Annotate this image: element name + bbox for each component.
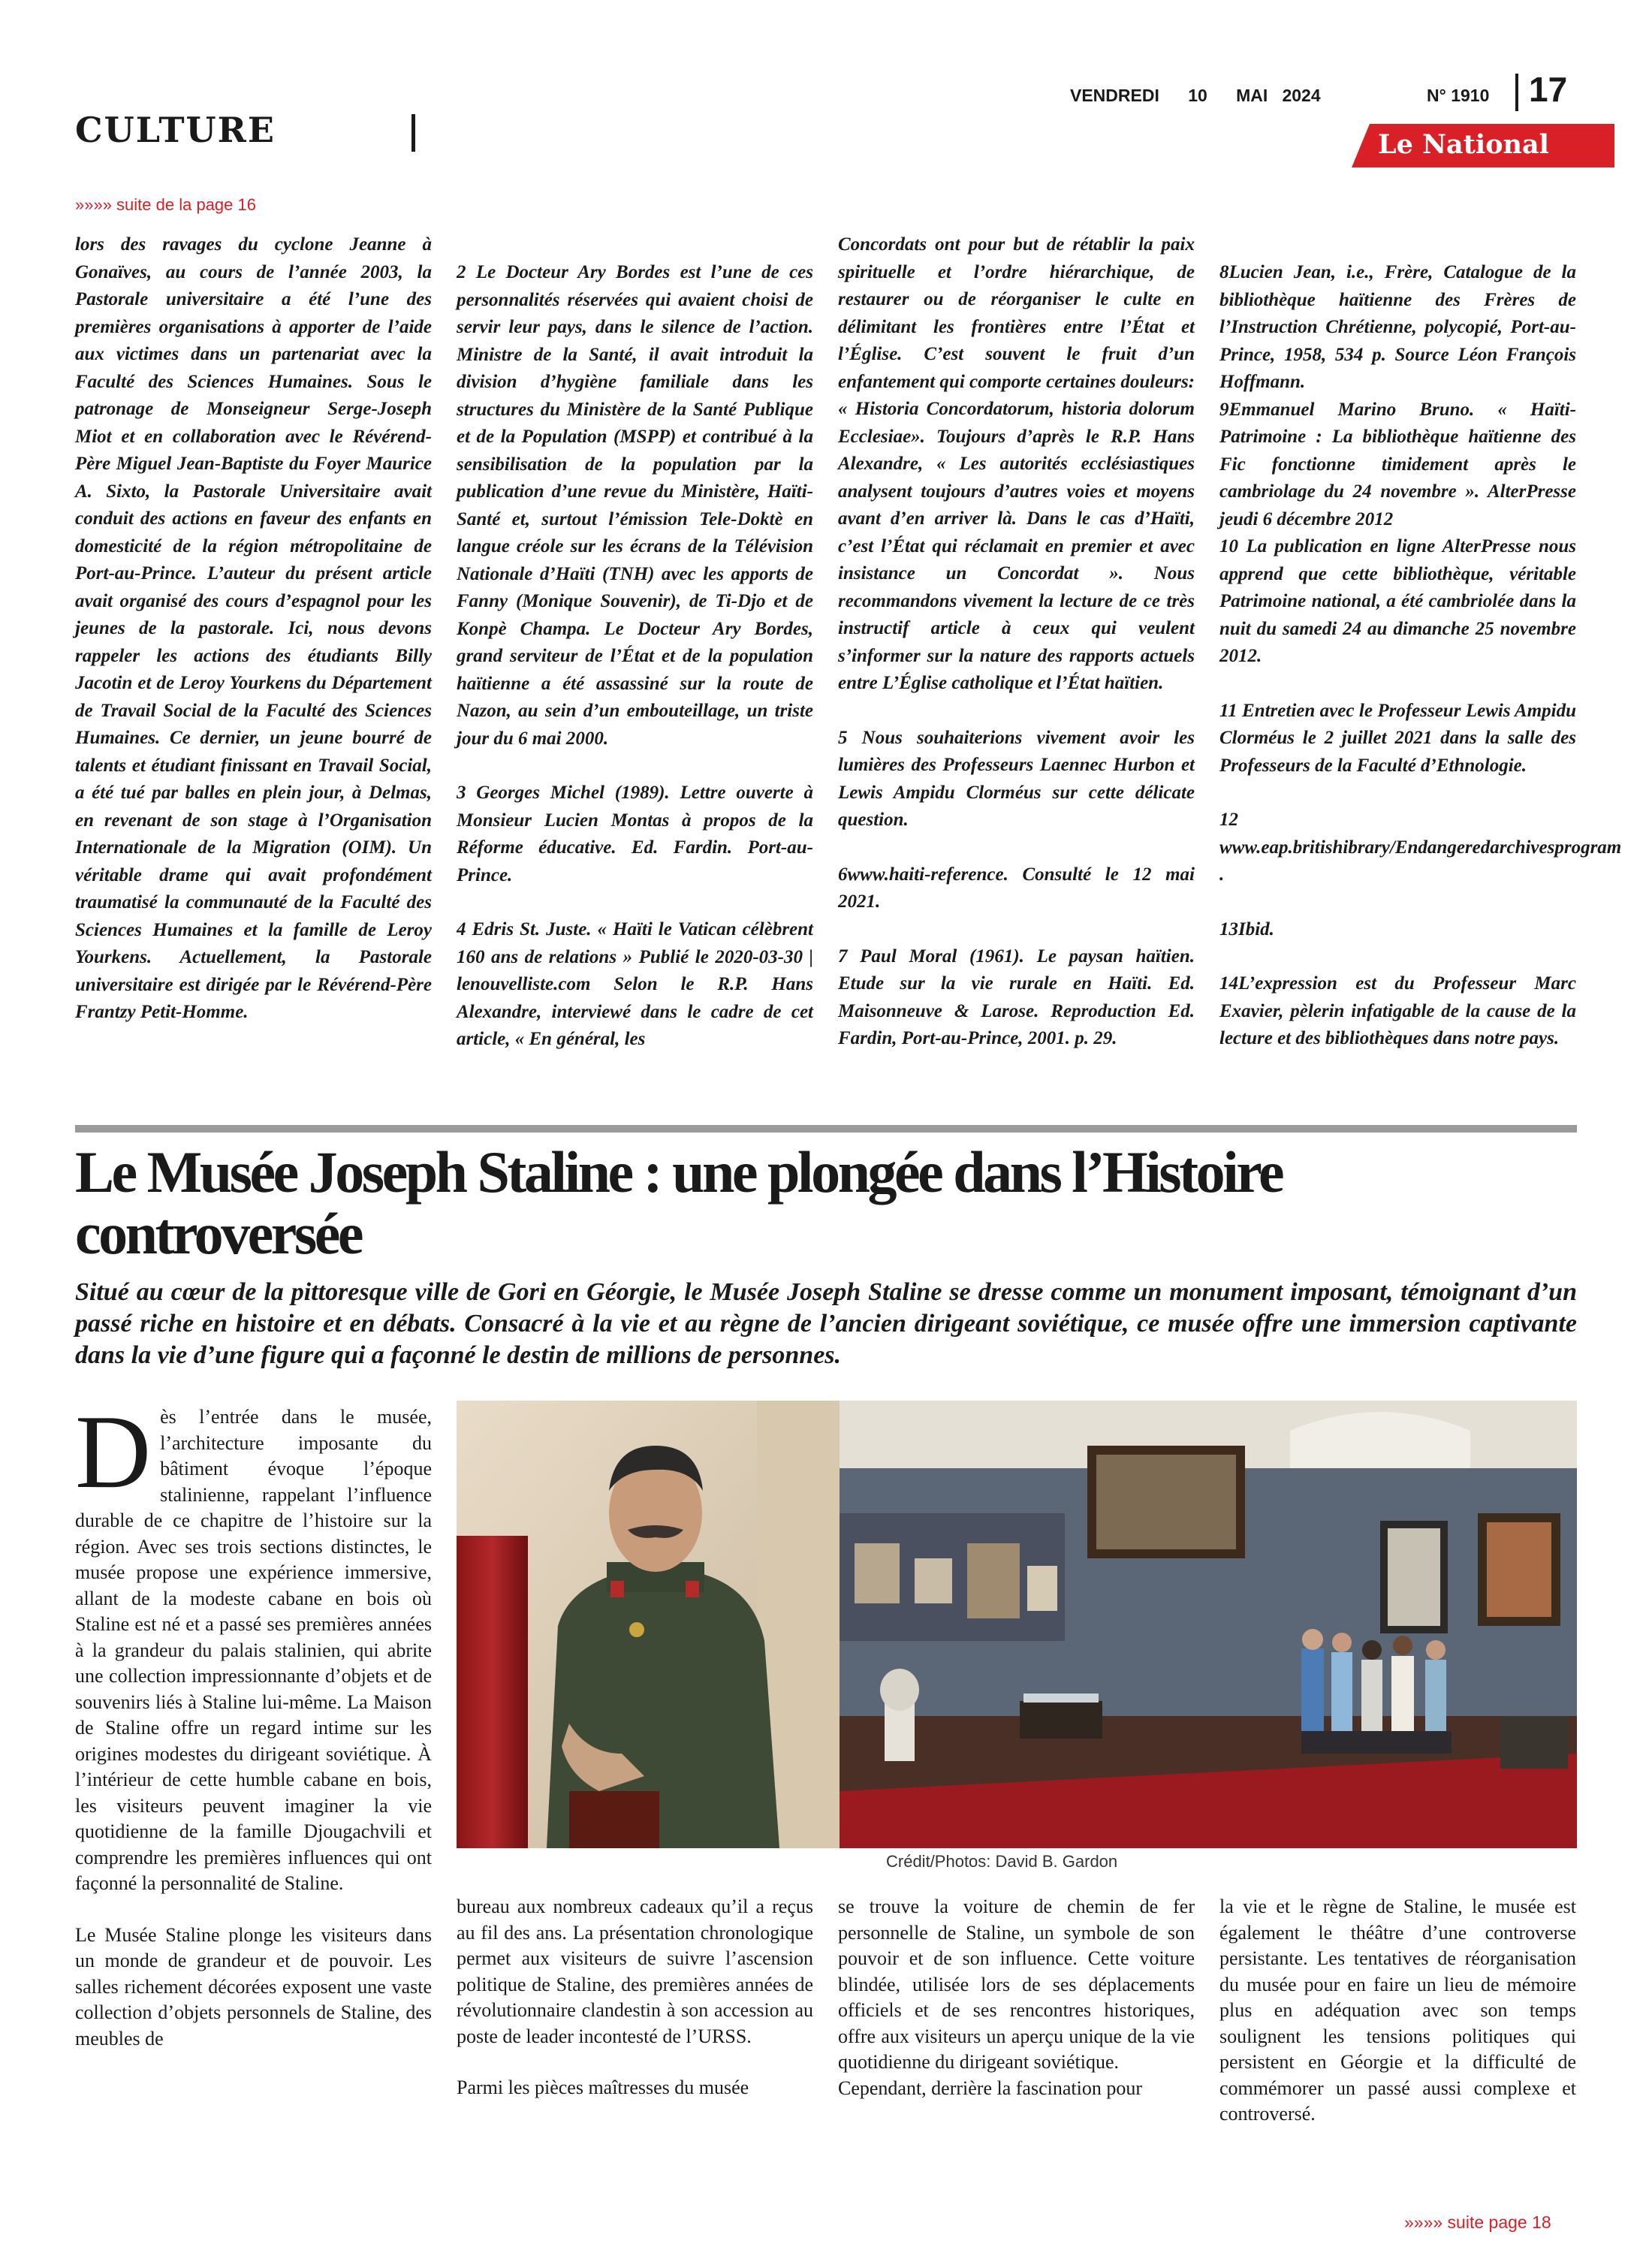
page-number: 17 [1529, 70, 1568, 109]
footnote: 2 Le Docteur Ary Bordes est l’une de ces personnalités réservées qui avaient choisi de servir leur pays, dans le silence de l’action. Ministre de la Santé, il avait introduit la division d’hygiène familiale dans les structures du Ministère de la Santé Publique et de la Population (MSPP) et contribué à la sensibilisation de la population par la publication d’une revue du Ministère, Haïti-Santé et, surtout l’émission Tele-Doktè en langue créole sur les écrans de la Télévision Nationale d’Haïti (TNH) avec les apports de Fanny (Monique Souvenir), de Ti-Djo et de Konpè Champa. Le Docteur Ary Bordes, grand serviteur de l’État et de la population haïtienne a été assassiné sur la route de Nazon, au sein d’un embouteillage, un triste jour du 6 mai 2000. [457, 262, 813, 749]
continued-from: »»»» suite de la page 16 [75, 195, 256, 214]
footnote: 7 Paul Moral (1961). Le paysan haïtien. Etude sur la vie rurale en Haïti. Ed. Maisonneuve & Larose. Reproduction Ed. Fardin, Port-au-Prince, 2001. p. 29. [838, 946, 1195, 1048]
footnote: 13Ibid. [1219, 918, 1274, 940]
page-number-divider [1515, 74, 1518, 111]
article-paragraph [75, 1394, 432, 1897]
section-divider-rule [75, 1125, 1577, 1133]
brand-name: Le National [1378, 129, 1549, 160]
footnote: 8Lucien Jean, i.e., Frère, Catalogue de la bibliothèque haïtienne des Frères de l’Instruction Chrétienne, polycopié, Port-au-Prince, 1958, 534 p. Source Léon François Hoffmann. 9Emmanuel Marino Bruno. « Haïti-Patrimoine : La bibliothèque haïtienne des Fic fonctionne timidement après le cambriolage du 24 novembre ». AlterPresse jeudi 6 décembre 2012 10 La publication en ligne AlterPresse nous apprend que cette bibliothèque, véritable Patrimoine national, a été cambriolée dans la nuit du samedi 24 au dimanche 25 novembre 2012. [1219, 262, 1576, 666]
article-standfirst: Situé au cœur de la pittoresque ville de Gori en Géorgie, le Musée Joseph Staline se dresse comme un monument imposant, témoignant d’un passé riche en histoire et en débats. Consacré à la vie et au règne de l’ancien dirigeant soviétique, ce musée offre une immersion captivante dans la vie d’une figure qui a façonné le destin de millions de personnes. [75, 1278, 1577, 1369]
museum-hall-photo [840, 1401, 1577, 1848]
article-paragraph: la vie et le règne de Staline, le musée est également le théâtre d’une controverse persistante. Les tentatives de réorganisation du musée pour en faire un lieu de mémoire plus en adéquation avec son temps soulignent les tensions politiques qui persistent en Géorgie et la difficulté de commémorer un passé aussi complexe et controversé. [1219, 1896, 1576, 2125]
portrait-photo [457, 1401, 840, 1848]
date-number: 10 [1188, 86, 1207, 105]
article-paragraph: Parmi les pièces maîtresses du musée [457, 2077, 749, 2098]
issue-number: N° 1910 [1427, 86, 1490, 105]
footnote: 6www.haiti-reference. Consulté le 12 mai 2021. [838, 864, 1195, 912]
article-column-3 [838, 1894, 1195, 2101]
museum-interior-image [840, 1401, 1577, 1848]
notes-paragraph: lors des ravages du cyclone Jeanne à Gonaïves, au cours de l’année 2003, la Pastorale universitaire a été l’une des premières organisations à apporter de l’aide aux victimes dans un partenariat avec la Faculté des Sciences Humaines. Sous le patronage de Monseigneur Serge-Joseph Miot et en collaboration avec le Révérend-Père Miguel Jean-Baptiste du Foyer Maurice A. Sixto, la Pastorale Universitaire avait conduit des actions en faveur des enfants en domesticité de la région métropolitaine de Port-au-Prince. L’auteur du présent article avait organisé des cours d’espagnol pour les jeunes de la pastorale. Ici, nous devons rappeler les actions des étudiants Billy Jacotin et de Leroy Yourkens du Département de Travail Social de la Faculté des Sciences Humaines. Ce dernier, un jeune bourré de talents et étudiant finissant en Travail Social, a été tué par balles en plein jour, à Delmas, en revenant de son stage à l’Organisation Internationale de la Migration (OIM). Un véritable drame qui avait profondément traumatisé la communauté de la Faculté des Sciences Humaines et la famille de Leroy Yourkens. Actuellement, la Pastorale universitaire est dirigée par le Révérend-Père Frantzy Petit-Homme. [75, 234, 432, 1022]
footnote: 3 Georges Michel (1989). Lettre ouverte à Monsieur Lucien Montas à propos de la Réforme éducative. Ed. Fardin. Port-au-Prince. [457, 783, 813, 885]
article-headline: Le Musée Joseph Staline : une plongée dans l’Histoire controversée [75, 1139, 1283, 1266]
article-column-1 [75, 1394, 432, 2052]
section-title: CULTURE [75, 110, 276, 150]
article-paragraph-text: ès l’entrée dans le musée, l’architecture imposante du bâtiment évoque l’époque stalinienne, rappelant l’influence durable de ce chapitre de l’histoire sur la région. Avec ses trois sections distinctes, le musée propose une expérience immersive, allant de la modeste cabane en bois où Staline est né et a passé ses premières années à la grandeur du palais stalinien, qui abrite une collection impressionnante d’objets et de souvenirs liés à Staline lui-même. La Maison de Staline offre un regard intime sur les origines modestes du dirigeant soviétique. À l’intérieur de cette humble cabane en bois, les visiteurs peuvent imaginer la vie quotidienne de la famille Djougachvili et comprendre les premières influences qui ont façonné la personnalité de Staline. [75, 1406, 432, 1894]
notes-column-4 [1219, 259, 1622, 1053]
article-paragraph: Le Musée Staline plonge les visiteurs dans un monde de grandeur et de pouvoir. Les salles richement décorées exposent une vaste collection d’objets personnels de Staline, des meubles de [75, 1923, 432, 2049]
article-column-2 [457, 1894, 813, 2101]
article-paragraph: se trouve la voiture de chemin de fer personnelle de Staline, un symbole de son pouvoir et de son influence. Cette voiture blindée, utilisée lors de ses déplacements officiels et de ses rencontres historiques, offre aux visiteurs un aperçu unique de la vie quotidienne du dirigeant soviétique. Cependant, derrière la fascination pour [838, 1896, 1195, 2099]
notes-column-1 [75, 231, 432, 1027]
footnote: 11 Entretien avec le Professeur Lewis Ampidu Clorméus le 2 juillet 2021 dans la salle des Professeurs de la Faculté d’Ethnologie. [1219, 700, 1576, 776]
drop-cap: D [75, 1394, 152, 1510]
footnote: Concordats ont pour but de rétablir la paix spirituelle et l’ordre hiérarchique, de restaurer ou de réorganiser le culte en délimitant les frontières entre l’État et l’Église. C’est souvent le fruit d’un enfantement qui comporte certaines douleurs: « Historia Concordatorum, historia dolorum Ecclesiae». Toujours d’après le R.P. Hans Alexandre, « Les autorités ecclésiastiques analysent toujours d’autres voies et moyens avant d’en arriver là. Dans le cas d’Haïti, c’est l’État qui réclamait en premier et avec insistance un Concordat ». Nous recommandons vivement la lecture de ce très instructif article à ceux qui veulent s’informer sur la nature des rapports actuels entre L’Église catholique et l’État haïtien. [838, 234, 1195, 693]
dateline [1070, 86, 1321, 106]
date-day: VENDREDI [1070, 86, 1159, 105]
article-paragraph: bureau aux nombreux cadeaux qu’il a reçus au fil des ans. La présentation chronologique permet aux visiteurs de suivre l’ascension politique de Staline, des premières années de révolutionnaire clandestin à son accession au poste de leader incontesté de l’URSS. [457, 1896, 813, 2047]
date-month-year: MAI 2024 [1236, 86, 1321, 105]
photo-credit: Crédit/Photos: David B. Gardon [886, 1852, 1118, 1871]
notes-column-2 [457, 259, 813, 1054]
notes-column-3 [838, 231, 1195, 1053]
section-divider [411, 114, 415, 152]
footnote: 14L’expression est du Professeur Marc Exavier, pèlerin infatigable de la cause de la lecture et des bibliothèques dans notre pays. [1219, 973, 1576, 1048]
footnote: 4 Edris St. Juste. « Haïti le Vatican célèbrent 160 ans de relations » Publié le 2020-03-30 | lenouvelliste.com Selon le R.P. Hans Alexandre, interviewé dans le cadre de cet article, « En général, les [457, 919, 813, 1049]
article-column-4 [1219, 1894, 1576, 2128]
continued-to: »»»» suite page 18 [1404, 2212, 1551, 2232]
stalin-portrait-image [457, 1401, 840, 1848]
footnote: 12 www.eap.britishibrary/Endangeredarchivesprogram . [1219, 810, 1622, 885]
footnote: 5 Nous souhaiterions vivement avoir les lumières des Professeurs Laennec Hurbon et Lewis Ampidu Clorméus sur cette délicate question. [838, 727, 1195, 830]
